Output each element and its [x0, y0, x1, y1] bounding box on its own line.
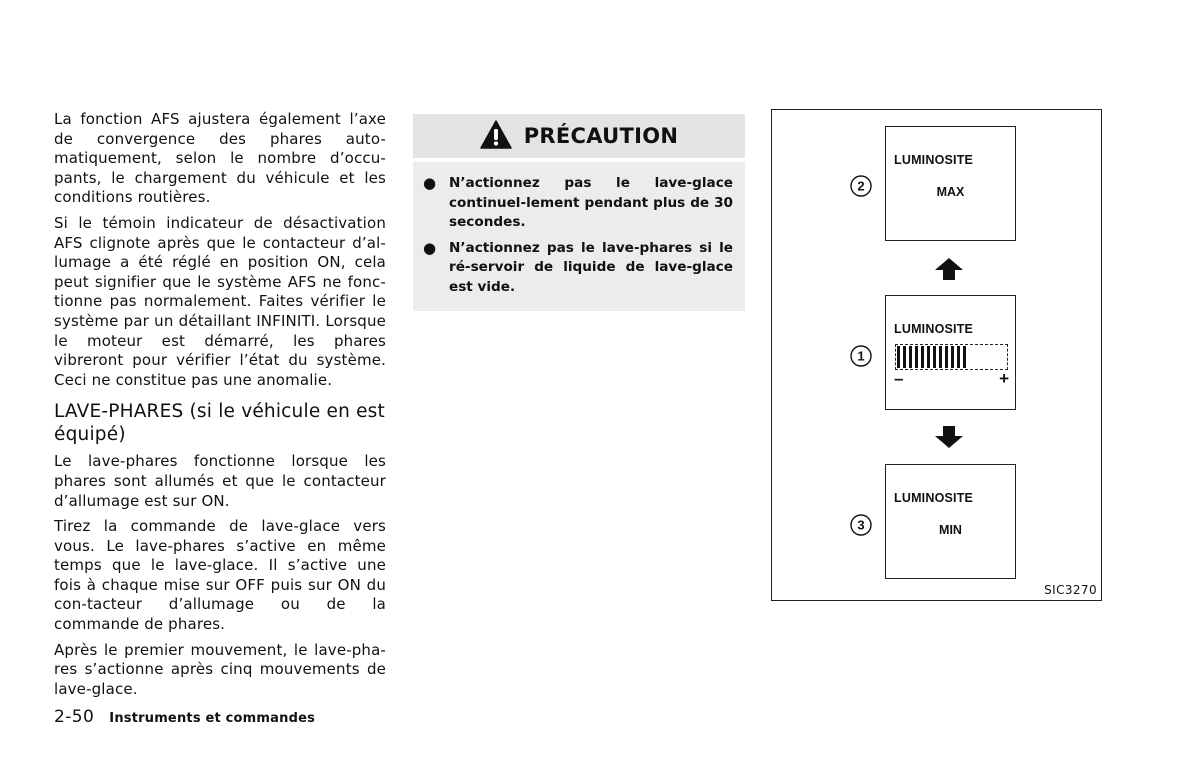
paragraph-lave-phares-activation: Tirez la commande de lave-glace vers vous. Le lave-phares s’active en même temps que le lave-glace. Il s’active une fois à chaque mise sur OFF puis sur ON du con-tacteur d’allumage ou de la commande de phares.: [54, 517, 386, 634]
svg-text:2: 2: [857, 178, 865, 194]
panel-adjust: [885, 295, 1016, 410]
caution-item: [423, 174, 733, 233]
paragraph-lave-phares-cycle: Après le premier mouvement, le lave-pha-res s’actionne après cinq mouvements de lave-glace.: [54, 640, 386, 698]
svg-text:1: 1: [857, 348, 865, 364]
panel-value-min: MIN: [939, 523, 962, 537]
caution-item-text: N’actionnez pas le lave-glace continuel-lement pendant plus de 30 secondes.: [449, 175, 733, 230]
chapter-title: Instruments et commandes: [109, 711, 316, 726]
paragraph-lave-phares-operation: Le lave-phares fonctionne lorsque les phares sont allumés et que le contacteur d’allumage est sur ON.: [54, 452, 386, 510]
bullet-icon: ●: [423, 238, 437, 257]
page-footer: [54, 707, 315, 727]
panel-value-max: MAX: [936, 185, 965, 199]
step-marker-2: [849, 174, 873, 198]
plus-sign: +: [999, 369, 1009, 388]
bullet-icon: ●: [423, 174, 437, 192]
panel-min: [885, 464, 1016, 579]
caution-box: [413, 114, 745, 311]
caution-header: [413, 114, 745, 158]
page-number: 2-50: [54, 707, 95, 727]
minus-sign: –: [894, 369, 904, 388]
arrow-down-icon: [934, 425, 964, 449]
arrow-up-icon: [934, 257, 964, 281]
panel-label: LUMINOSITE: [894, 322, 974, 336]
figure-code: SIC3270: [1044, 583, 1097, 597]
brightness-figure: [771, 109, 1102, 601]
warning-triangle-icon: [480, 120, 512, 153]
brightness-level-bar: [895, 344, 1008, 370]
step-marker-3: [849, 513, 873, 537]
paragraph-afs-indicator: Si le témoin indicateur de désactivation AFS clignote après que le contacteur d’al-lumage a été réglé en position ON, cela peut signifier que le système AFS ne fonc-tionne pas normalement. Faites vérifier le système par un détaillant INFINITI. Lorsque le moteur est démarré, les phares vibreront pour vérifier l’état du système. Ceci ne constitue pas une anomalie.: [54, 213, 386, 389]
paragraph-afs-axis: La fonction AFS ajustera également l’axe de convergence des phares auto-matiquement, selon le nombre d’occu-pants, le chargement du véhicule et les conditions routières.: [54, 110, 386, 207]
step-marker-1: [849, 344, 873, 368]
caution-item: [423, 239, 733, 298]
left-text-column: [54, 110, 386, 705]
brightness-level-fill: [897, 346, 966, 368]
panel-label: LUMINOSITE: [894, 491, 974, 505]
caution-title: PRÉCAUTION: [523, 124, 679, 148]
panel-max: [885, 126, 1016, 241]
section-heading-lave-phares: LAVE-PHARES (si le véhicule en est équipé): [54, 401, 385, 446]
panel-label: LUMINOSITE: [894, 153, 974, 167]
svg-text:3: 3: [857, 517, 865, 533]
caution-item-text: N’actionnez pas le lave-phares si le ré-servoir de liquide de lave-glace est vide.: [449, 239, 733, 295]
caution-body: [413, 162, 745, 311]
